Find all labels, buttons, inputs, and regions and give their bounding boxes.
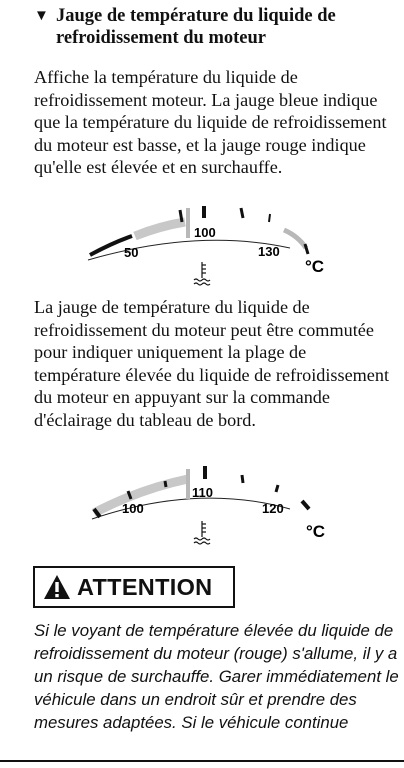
gauge-label-high: 120 xyxy=(262,501,284,516)
gauge-tick xyxy=(165,481,166,487)
coolant-temperature-icon xyxy=(194,262,210,285)
gauge-tick xyxy=(276,485,278,492)
section-heading xyxy=(34,5,394,49)
gauge-tick xyxy=(242,475,243,483)
gauge-tick xyxy=(180,210,182,222)
attention-text: Si le voyant de température élevée du liquide de refroidissement du moteur (rouge) s'allume, il y a un risque de surchauffe. Garer immédiatement le véhicule dans un endroit sûr et prendre des mesures adaptées. Si le véhicule continue xyxy=(34,621,399,732)
gauge-unit-label: °C xyxy=(306,522,326,541)
gauge-highlight-band xyxy=(135,222,185,236)
gauge-tick xyxy=(241,208,243,218)
gauge-label-mid: 110 xyxy=(192,485,213,500)
description-paragraph: Affiche la température du liquide de refroidissement moteur. La jauge bleue indique que la température du liquide de refroidissement du moteur est basse, et la jauge rouge indique qu'elle est élevée et en surchauffe. xyxy=(34,67,387,178)
gauge-unit-label: °C xyxy=(305,257,325,276)
attention-label: ATTENTION xyxy=(77,573,213,600)
section-title-line1: Jauge de température du liquide de xyxy=(56,6,336,26)
temperature-gauge-high-range xyxy=(80,461,360,551)
gauge-label-low: 100 xyxy=(122,501,144,516)
section-marker-icon: ▼ xyxy=(34,8,49,24)
gauge-label-low: 50 xyxy=(124,245,139,260)
bottom-divider xyxy=(0,760,404,762)
gauge-label-mid: 100 xyxy=(194,225,216,240)
section-title-line2: refroidissement du moteur xyxy=(56,28,266,48)
attention-box xyxy=(33,566,235,608)
gauge-high-segment xyxy=(284,230,306,248)
switch-description-paragraph: La jauge de température du liquide de refroidissement du moteur peut être commutée pour indiquer uniquement la plage de température élevée du liquide de refroidissement du moteur en appuyant sur la commande d'éclairage du tableau de bord. xyxy=(34,297,390,430)
gauge-tick xyxy=(269,214,270,222)
gauge-hot-marker xyxy=(305,244,308,254)
warning-triangle-icon xyxy=(43,574,71,600)
gauge-label-high: 130 xyxy=(258,244,280,259)
coolant-temperature-icon xyxy=(194,521,210,544)
temperature-gauge-full xyxy=(80,198,360,288)
gauge-hot-marker xyxy=(302,501,309,509)
